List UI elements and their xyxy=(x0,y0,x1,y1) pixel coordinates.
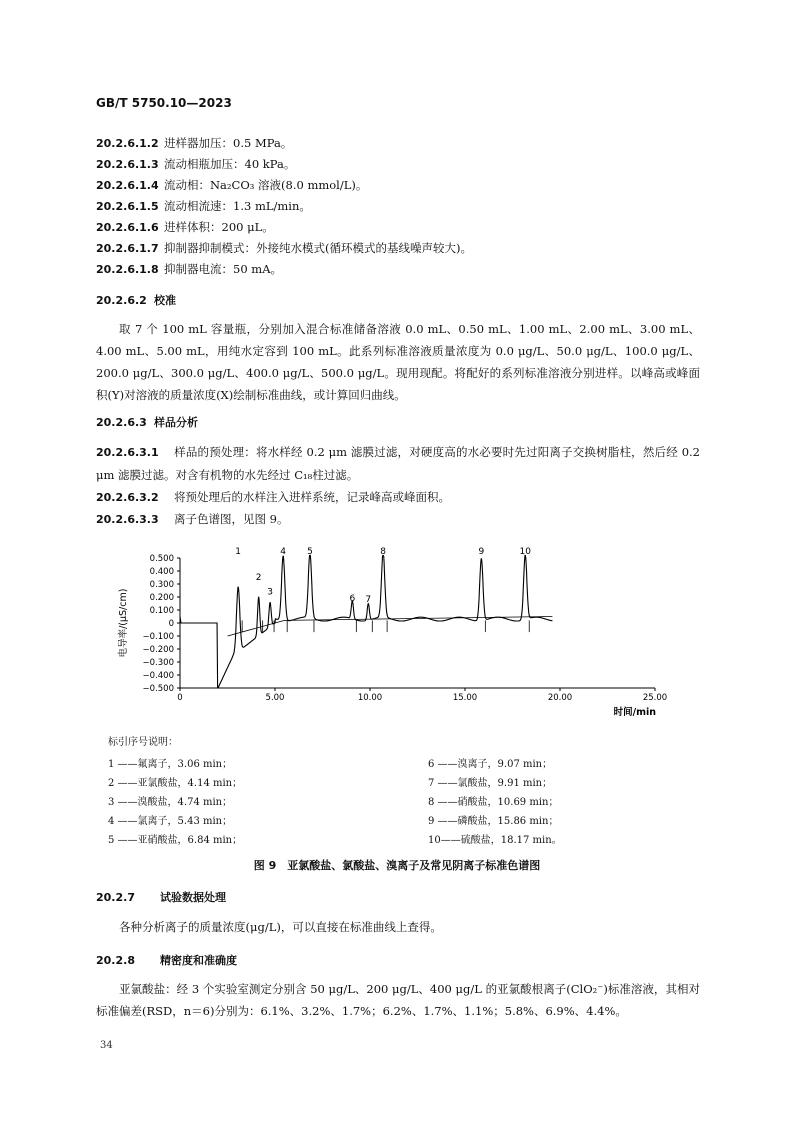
chromatogram-trace xyxy=(180,555,552,688)
standard-header: GB/T 5750.10—2023 xyxy=(96,96,232,110)
clause-number: 20.2.8 xyxy=(96,954,135,967)
clause-number: 20.2.6.3.3 xyxy=(96,513,159,526)
clause-text: 样品的预处理：将水样经 0.2 μm 滤膜过滤，对硬度高的水必要时先过阳离子交换树脂柱，然后经 0.2 μm 滤膜过滤。对含有机物的水先经过 C₁₈柱过滤。 xyxy=(96,445,700,482)
legend-item: 3 ——溴酸盐，4.74 min； xyxy=(108,797,233,808)
clause-number: 20.2.6.1.3 xyxy=(96,158,159,171)
peak-label: 3 xyxy=(267,587,273,598)
sample-item xyxy=(96,489,450,505)
clause-text: 抑制器抑制模式：外接纯水模式(循环模式的基线噪声较大)。 xyxy=(164,241,472,255)
y-tick-label: −0.400 xyxy=(142,671,174,681)
param-line xyxy=(96,177,367,193)
clause-number: 20.2.6.2 xyxy=(96,294,147,307)
legend-item: 5 ——亚硝酸盐，6.84 min； xyxy=(108,835,243,846)
legend-item: 10——硫酸盐，18.17 min。 xyxy=(428,835,562,846)
peak-label: 5 xyxy=(307,547,313,557)
clause-text: 抑制器电流：50 mA。 xyxy=(164,262,282,276)
clause-text: 进样器加压：0.5 MPa。 xyxy=(164,136,293,150)
peak-label: 6 xyxy=(349,593,356,604)
clause-number: 20.2.6.1.6 xyxy=(96,221,159,234)
x-tick-label: 20.00 xyxy=(547,693,573,703)
clause-text: 将预处理后的水样注入进样系统，记录峰高或峰面积。 xyxy=(174,490,450,504)
sample-item xyxy=(96,441,700,486)
clause-number: 20.2.6.1.2 xyxy=(96,137,159,150)
x-axis-label: 时间/min xyxy=(613,707,656,718)
section-heading-sample-analysis xyxy=(96,414,198,430)
section-heading-calibration xyxy=(96,292,176,308)
y-tick-label: −0.500 xyxy=(142,684,174,694)
peak-label: 10 xyxy=(519,547,531,557)
clause-text: 流动相瓶加压：40 kPa。 xyxy=(164,157,296,171)
y-tick-label: −0.300 xyxy=(142,658,174,668)
page-number: 34 xyxy=(100,1040,113,1051)
param-line xyxy=(96,240,472,256)
peak-label: 8 xyxy=(380,547,386,557)
clause-number: 20.2.6.1.5 xyxy=(96,200,159,213)
chromatogram-chart xyxy=(100,538,700,728)
clause-text: 流动相流速：1.3 mL/min。 xyxy=(164,199,311,213)
y-tick-label: 0.100 xyxy=(149,606,174,616)
clause-number: 20.2.6.3.2 xyxy=(96,491,159,504)
legend-item: 6 ——溴离子，9.07 min； xyxy=(428,759,553,770)
x-tick-label: 10.00 xyxy=(357,693,383,703)
clause-text: 流动相：Na₂CO₃ 溶液(8.0 mmol/L)。 xyxy=(164,178,368,192)
y-tick-label: −0.100 xyxy=(142,632,174,642)
param-line xyxy=(96,219,274,235)
section-title: 试验数据处理 xyxy=(160,891,226,904)
x-tick-label: 5.00 xyxy=(265,693,285,703)
figure-caption: 图 9 亚氯酸盐、氯酸盐、溴离子及常见阴离子标准色谱图 xyxy=(253,859,541,872)
y-tick-label: 0.500 xyxy=(149,554,174,564)
peak-label: 1 xyxy=(235,547,242,557)
y-tick-label: 0.400 xyxy=(149,567,174,577)
legend-item: 7 ——氯酸盐，9.91 min； xyxy=(428,778,553,789)
param-line xyxy=(96,261,282,277)
legend-item: 2 ——亚氯酸盐，4.14 min； xyxy=(108,778,243,789)
y-tick-label: 0.200 xyxy=(149,593,174,603)
legend-item: 1 ——氟离子，3.06 min； xyxy=(108,759,233,770)
x-tick-label: 15.00 xyxy=(452,693,478,703)
y-axis-label: 电导率/(μS/cm) xyxy=(118,588,129,658)
clause-text: 进样体积：200 μL。 xyxy=(164,220,274,234)
legend-item: 8 ——硝酸盐，10.69 min； xyxy=(428,797,559,808)
section-title: 样品分析 xyxy=(154,416,198,429)
peak-label: 9 xyxy=(478,547,485,557)
peak-label: 7 xyxy=(365,595,372,606)
peak-label: 2 xyxy=(255,573,262,583)
section-title: 精密度和准确度 xyxy=(160,954,237,967)
section-heading-data-processing xyxy=(96,889,226,905)
precision-paragraph: 亚氯酸盐：经 3 个实验室测定分别含 50 μg/L、200 μg/L、400 μg/L 的亚氯酸根离子(ClO₂⁻)标准溶液，其相对标准偏差(RSD，n＝6)分别为：6.1%、3.2%、1.7%；6.2%、1.7%、1.1%；5.8%、6.9%、4.4%。 xyxy=(96,982,700,1018)
clause-number: 20.2.6.1.8 xyxy=(96,263,159,276)
section-heading-precision xyxy=(96,952,237,968)
clause-number: 20.2.7 xyxy=(96,891,135,904)
clause-number: 20.2.6.3 xyxy=(96,416,147,429)
param-line xyxy=(96,198,311,214)
legend-item: 9 ——磷酸盐，15.86 min； xyxy=(428,816,559,827)
data-processing-paragraph: 各种分析离子的质量浓度(μg/L)，可以直接在标准曲线上查得。 xyxy=(119,920,442,934)
clause-number: 20.2.6.3.1 xyxy=(96,446,159,459)
y-tick-label: 0.300 xyxy=(149,580,174,590)
section-title: 校准 xyxy=(154,294,176,307)
x-tick-label: 0 xyxy=(177,693,183,703)
clause-text: 离子色谱图，见图 9。 xyxy=(174,512,289,526)
y-tick-label: −0.200 xyxy=(142,645,174,655)
legend-title: 标引序号说明： xyxy=(108,737,178,748)
x-tick-label: 25.00 xyxy=(642,693,668,703)
peak-label: 4 xyxy=(280,547,287,557)
clause-number: 20.2.6.1.4 xyxy=(96,179,159,192)
legend-item: 4 ——氯离子，5.43 min； xyxy=(108,816,233,827)
sample-item xyxy=(96,511,288,527)
y-tick-label: 0 xyxy=(168,619,174,629)
param-line xyxy=(96,135,292,151)
param-line xyxy=(96,156,295,172)
calibration-paragraph: 取 7 个 100 mL 容量瓶，分别加入混合标准储备溶液 0.0 mL、0.50 mL、1.00 mL、2.00 mL、3.00 mL、4.00 mL、5.00 mL，用纯水定容到 100 mL。此系列标准溶液质量浓度为 0.0 μg/L、50.0 μg/L、100.0 μg/L、200.0 μg/L、300.0 μg/L、400.0 μg/L、500.0 μg/L。现用现配。将配好的系列标准溶液分别进样。以峰高或峰面积(Y)对溶液的质量浓度(X)绘制标准曲线，或计算回归曲线。 xyxy=(96,322,700,402)
clause-number: 20.2.6.1.7 xyxy=(96,242,159,255)
